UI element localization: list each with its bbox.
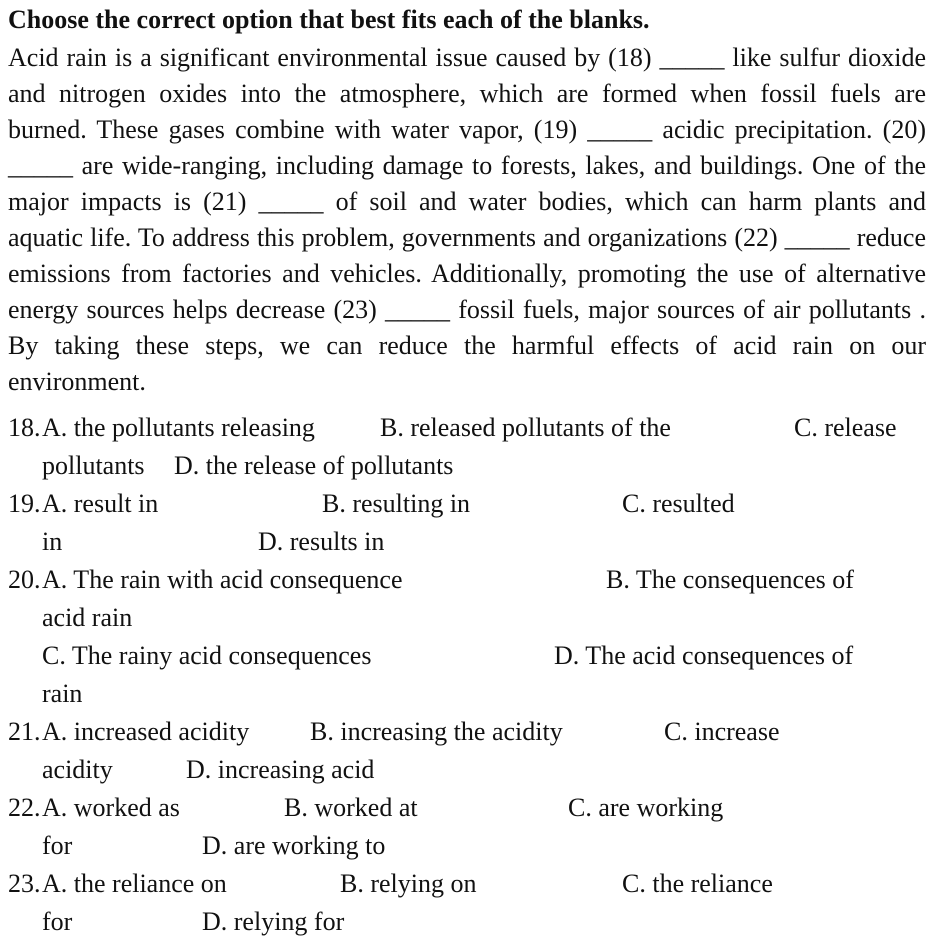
option-d[interactable]: D. relying for	[202, 907, 345, 936]
option-b-continued: acid rain	[42, 603, 133, 632]
question-number: 18.	[8, 413, 41, 442]
question-22	[8, 790, 926, 866]
option-b[interactable]: B. released pollutants of the	[380, 413, 671, 442]
option-c[interactable]: C. The rainy acid consequences	[42, 641, 372, 670]
option-c[interactable]: C. increase	[664, 717, 780, 746]
option-b[interactable]: B. resulting in	[322, 489, 471, 518]
option-a[interactable]: A. increased acidity	[42, 717, 250, 746]
question-number: 21.	[8, 717, 41, 746]
option-a[interactable]: A. The rain with acid consequence	[42, 565, 403, 594]
option-a[interactable]: A. result in	[42, 489, 159, 518]
question-20	[8, 562, 926, 714]
option-d[interactable]: D. The acid consequences of	[554, 641, 854, 670]
option-d-continued: rain	[42, 679, 83, 708]
option-c[interactable]: C. are working	[568, 793, 724, 822]
question-number: 20.	[8, 565, 41, 594]
option-d[interactable]: D. results in	[258, 527, 385, 556]
option-c-continued: acidity	[42, 755, 113, 784]
option-b[interactable]: B. relying on	[340, 869, 477, 898]
question-19	[8, 486, 926, 562]
instruction-title: Choose the correct option that best fits each of the blanks.	[8, 5, 650, 34]
option-b[interactable]: B. The consequences of	[606, 565, 854, 594]
question-number: 23.	[8, 869, 41, 898]
question-number: 19.	[8, 489, 41, 518]
passage-text: Acid rain is a significant environmental issue caused by (18) _____ like sulfur dioxide and nitrogen oxides into the atmosphere, which are formed when fossil fuels are burned. These gases combine with water vapor, (19) _____ acidic precipitation. (20) _____ are wide-ranging, including damage to forests, lakes, and buildings. One of the major impacts is (21) _____ of soil and water bodies, which can harm plants and aquatic life. To address this problem, governments and organizations (22) _____ reduce emissions from factories and vehicles. Additionally, promoting the use of alternative energy sources helps decrease (23) _____ fossil fuels, major sources of air pollutants . By taking these steps, we can reduce the harmful effects of acid rain on our environment.	[8, 43, 926, 396]
question-21	[8, 714, 926, 790]
option-c[interactable]: C. the reliance	[622, 869, 773, 898]
option-c-continued: in	[42, 527, 63, 556]
option-a[interactable]: A. worked as	[42, 793, 180, 822]
option-c-continued: for	[42, 831, 73, 860]
option-b[interactable]: B. increasing the acidity	[310, 717, 563, 746]
option-c[interactable]: C. release	[794, 413, 897, 442]
option-a[interactable]: A. the pollutants releasing	[42, 413, 315, 442]
option-a[interactable]: A. the reliance on	[42, 869, 227, 898]
option-d[interactable]: D. the release of pollutants	[174, 451, 454, 480]
question-number: 22.	[8, 793, 41, 822]
option-c-continued: pollutants	[42, 451, 145, 480]
option-c[interactable]: C. resulted	[622, 489, 735, 518]
option-d[interactable]: D. are working to	[202, 831, 386, 860]
option-d[interactable]: D. increasing acid	[186, 755, 375, 784]
option-c-continued: for	[42, 907, 73, 936]
question-23	[8, 866, 926, 942]
question-18	[8, 410, 926, 486]
worksheet	[8, 0, 926, 942]
option-b[interactable]: B. worked at	[284, 793, 418, 822]
